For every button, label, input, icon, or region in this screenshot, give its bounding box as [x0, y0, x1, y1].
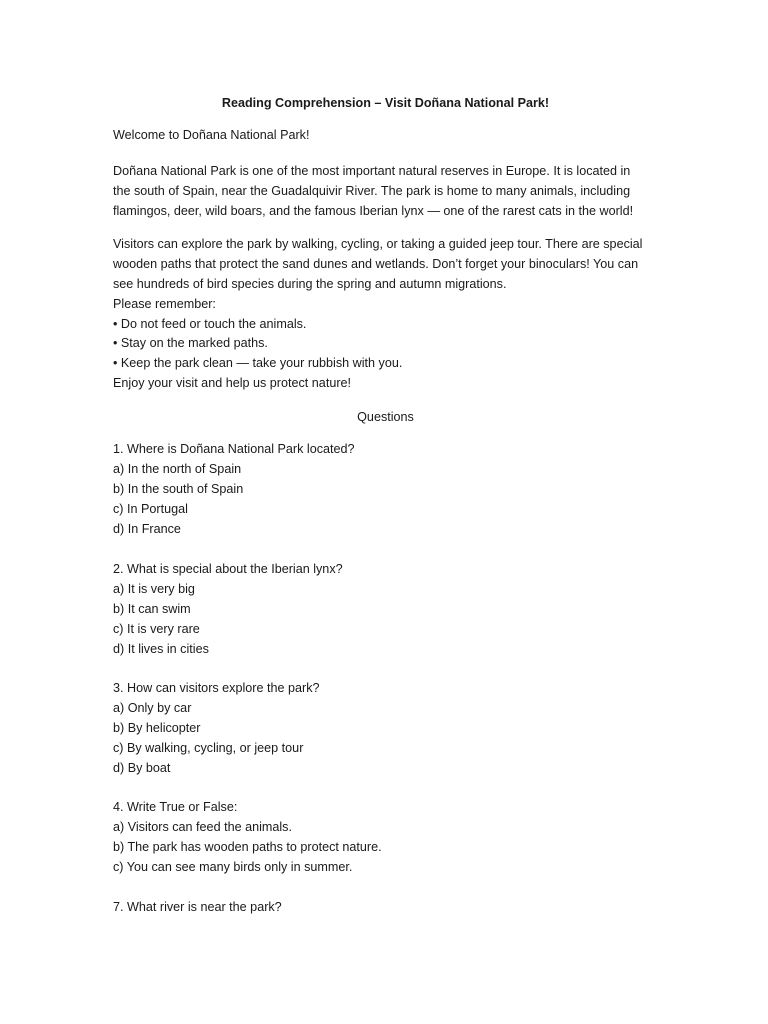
welcome-line: Welcome to Doñana National Park! — [113, 128, 310, 142]
answer-option: a) In the north of Spain — [113, 461, 242, 476]
question-2 — [113, 560, 658, 659]
document-title: Reading Comprehension – Visit Doñana National Park! — [221, 96, 550, 110]
text-line: the south of Spain, near the Guadalquivir River. The park is home to many animals, including — [113, 183, 631, 198]
question-prompt: 1. Where is Doñana National Park located? — [113, 442, 355, 456]
answer-option: d) It lives in cities — [113, 641, 209, 656]
statement-option: a) Visitors can feed the animals. — [113, 819, 292, 834]
question-3 — [113, 679, 658, 778]
paragraph-intro — [113, 162, 658, 222]
text-line: flamingos, deer, wild boars, and the famous Iberian lynx — one of the rarest cats in the world! — [113, 203, 634, 218]
answer-option: c) By walking, cycling, or jeep tour — [113, 740, 304, 755]
answer-option: d) In France — [113, 521, 181, 536]
paragraph-visitors — [113, 235, 658, 394]
answer-option: c) In Portugal — [113, 501, 188, 516]
text-line: Visitors can explore the park by walking, cycling, or taking a guided jeep tour. There are special — [113, 237, 643, 251]
question-1 — [113, 440, 658, 539]
question-7 — [113, 898, 658, 918]
text-line: wooden paths that protect the sand dunes and wetlands. Don’t forget your binoculars! You can — [113, 256, 639, 271]
answer-option: a) It is very big — [113, 581, 195, 596]
rule-item: • Stay on the marked paths. — [113, 336, 268, 351]
question-prompt: 3. How can visitors explore the park? — [113, 681, 320, 695]
text-line: Enjoy your visit and help us protect nature! — [113, 376, 352, 391]
statement-option: b) The park has wooden paths to protect nature. — [113, 839, 382, 854]
question-prompt: 7. What river is near the park? — [113, 900, 282, 914]
answer-option: b) It can swim — [113, 601, 191, 616]
question-4 — [113, 798, 658, 878]
text-line: Doñana National Park is one of the most important natural reserves in Europe. It is located in — [113, 164, 631, 178]
text-line: see hundreds of bird species during the spring and autumn migrations. — [113, 276, 507, 291]
text-line: Please remember: — [113, 296, 216, 311]
statement-option: c) You can see many birds only in summer. — [113, 859, 353, 874]
answer-option: b) By helicopter — [113, 720, 201, 735]
questions-heading: Questions — [357, 410, 414, 424]
question-prompt: 4. Write True or False: — [113, 800, 238, 814]
rule-item: • Keep the park clean — take your rubbish with you. — [113, 356, 403, 371]
answer-option: a) Only by car — [113, 700, 192, 715]
question-prompt: 2. What is special about the Iberian lynx? — [113, 562, 343, 576]
answer-option: b) In the south of Spain — [113, 481, 244, 496]
rule-item: • Do not feed or touch the animals. — [113, 316, 307, 331]
answer-option: c) It is very rare — [113, 621, 200, 636]
answer-option: d) By boat — [113, 760, 171, 775]
